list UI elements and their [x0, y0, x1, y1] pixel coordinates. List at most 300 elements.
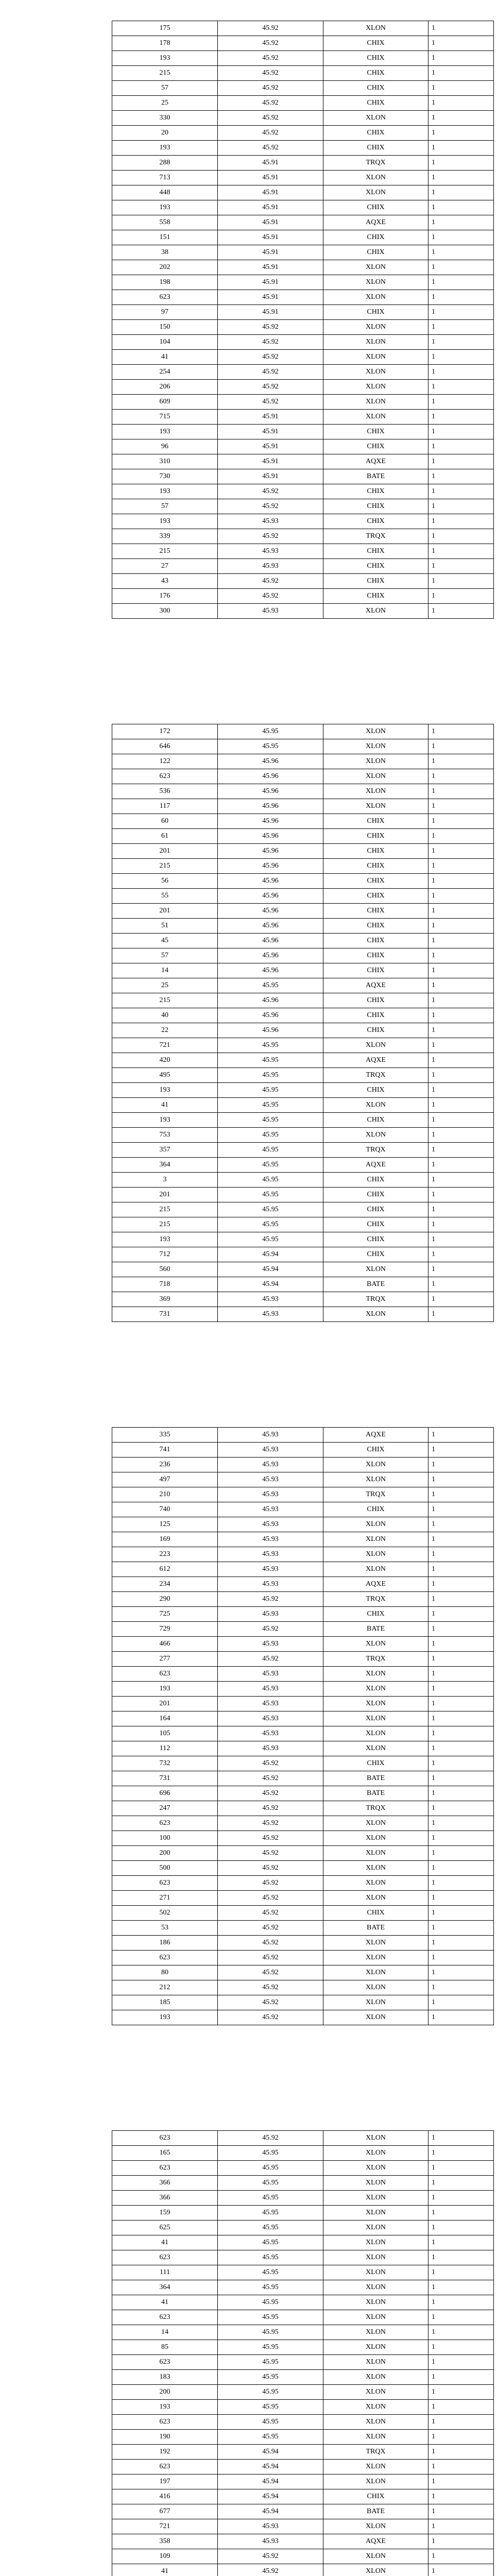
volume-cell: 193 — [112, 484, 218, 499]
price-cell: 45.94 — [218, 1247, 323, 1262]
price-cell: 45.95 — [218, 2206, 323, 2221]
table-row — [112, 1277, 494, 1292]
table-row — [112, 2146, 494, 2161]
venue-cell: XLON — [323, 1846, 429, 1861]
extra-cell: 1 — [429, 2355, 494, 2370]
price-cell: 45.93 — [218, 1292, 323, 1307]
venue-cell: XLON — [323, 1831, 429, 1846]
table-row — [112, 171, 494, 185]
venue-cell: XLON — [323, 1936, 429, 1951]
volume-cell: 165 — [112, 2146, 218, 2161]
table-row — [112, 1741, 494, 1756]
venue-cell: CHIX — [323, 544, 429, 559]
venue-cell: CHIX — [323, 425, 429, 439]
extra-cell: 1 — [429, 1068, 494, 1083]
volume-cell: 150 — [112, 320, 218, 335]
venue-cell: CHIX — [323, 1173, 429, 1188]
table-row — [112, 1667, 494, 1682]
extra-cell: 1 — [429, 1965, 494, 1980]
volume-cell: 753 — [112, 1128, 218, 1143]
volume-cell: 178 — [112, 36, 218, 51]
table-row — [112, 1726, 494, 1741]
venue-cell: CHIX — [323, 1023, 429, 1038]
extra-cell: 1 — [429, 320, 494, 335]
table-row — [112, 245, 494, 260]
table-row — [112, 2504, 494, 2519]
venue-cell: XLON — [323, 1816, 429, 1831]
extra-cell: 1 — [429, 1098, 494, 1113]
extra-cell: 1 — [429, 499, 494, 514]
extra-cell: 1 — [429, 2161, 494, 2176]
volume-cell: 175 — [112, 21, 218, 36]
table-row — [112, 141, 494, 156]
extra-cell: 1 — [429, 200, 494, 215]
table-row — [112, 1128, 494, 1143]
volume-cell: 623 — [112, 1667, 218, 1682]
price-cell: 45.92 — [218, 1921, 323, 1936]
extra-cell: 1 — [429, 544, 494, 559]
venue-cell: CHIX — [323, 305, 429, 320]
price-cell: 45.96 — [218, 889, 323, 904]
venue-cell: CHIX — [323, 904, 429, 919]
volume-cell: 100 — [112, 1831, 218, 1846]
table-block-2 — [0, 703, 497, 1406]
table-row — [112, 1711, 494, 1726]
extra-cell: 1 — [429, 1891, 494, 1906]
extra-cell: 1 — [429, 2475, 494, 2489]
volume-cell: 731 — [112, 1307, 218, 1322]
venue-cell: CHIX — [323, 919, 429, 934]
table-block-4 — [0, 2110, 497, 2576]
table-row — [112, 2564, 494, 2576]
volume-cell: 623 — [112, 2460, 218, 2475]
price-cell: 45.91 — [218, 439, 323, 454]
extra-cell: 1 — [429, 1711, 494, 1726]
extra-cell: 1 — [429, 2265, 494, 2280]
price-cell: 45.91 — [218, 305, 323, 320]
table-row — [112, 2534, 494, 2549]
price-cell: 45.95 — [218, 2385, 323, 2400]
volume-cell: 732 — [112, 1756, 218, 1771]
venue-cell: TRQX — [323, 529, 429, 544]
price-cell: 45.92 — [218, 51, 323, 66]
venue-cell: AQXE — [323, 215, 429, 230]
venue-cell: CHIX — [323, 484, 429, 499]
venue-cell: XLON — [323, 2161, 429, 2176]
extra-cell: 1 — [429, 484, 494, 499]
price-cell: 45.96 — [218, 919, 323, 934]
price-cell: 45.93 — [218, 1472, 323, 1487]
volume-cell: 185 — [112, 1995, 218, 2010]
extra-cell: 1 — [429, 1217, 494, 1232]
price-cell: 45.92 — [218, 1861, 323, 1876]
extra-cell: 1 — [429, 2206, 494, 2221]
extra-cell: 1 — [429, 275, 494, 290]
volume-cell: 366 — [112, 2176, 218, 2191]
extra-cell: 1 — [429, 1607, 494, 1622]
table-row — [112, 874, 494, 889]
price-cell: 45.94 — [218, 2475, 323, 2489]
price-cell: 45.92 — [218, 395, 323, 410]
table-row — [112, 1607, 494, 1622]
venue-cell: CHIX — [323, 1607, 429, 1622]
price-cell: 45.94 — [218, 2445, 323, 2460]
table-row — [112, 1697, 494, 1711]
venue-cell: XLON — [323, 2191, 429, 2206]
table-row — [112, 439, 494, 454]
price-cell: 45.91 — [218, 260, 323, 275]
table-row — [112, 769, 494, 784]
table-row — [112, 1846, 494, 1861]
volume-cell: 202 — [112, 260, 218, 275]
table-row — [112, 350, 494, 365]
table-row — [112, 1652, 494, 1667]
price-cell: 45.96 — [218, 859, 323, 874]
volume-cell: 20 — [112, 126, 218, 141]
table-row — [112, 200, 494, 215]
extra-cell: 1 — [429, 290, 494, 305]
venue-cell: XLON — [323, 2265, 429, 2280]
volume-cell: 53 — [112, 1921, 218, 1936]
price-cell: 45.92 — [218, 574, 323, 589]
extra-cell: 1 — [429, 589, 494, 604]
extra-cell: 1 — [429, 51, 494, 66]
price-cell: 45.95 — [218, 2146, 323, 2161]
price-cell: 45.91 — [218, 245, 323, 260]
price-cell: 45.92 — [218, 21, 323, 36]
price-cell: 45.91 — [218, 410, 323, 425]
table-row — [112, 2131, 494, 2146]
price-cell: 45.92 — [218, 1786, 323, 1801]
table-row — [112, 1232, 494, 1247]
extra-cell: 1 — [429, 1906, 494, 1921]
venue-cell: XLON — [323, 2221, 429, 2235]
extra-cell: 1 — [429, 1756, 494, 1771]
volume-cell: 612 — [112, 1562, 218, 1577]
venue-cell: XLON — [323, 320, 429, 335]
volume-cell: 56 — [112, 874, 218, 889]
extra-cell: 1 — [429, 2430, 494, 2445]
table-row — [112, 469, 494, 484]
table-row — [112, 275, 494, 290]
venue-cell: CHIX — [323, 1756, 429, 1771]
volume-cell: 254 — [112, 365, 218, 380]
volume-cell: 159 — [112, 2206, 218, 2221]
extra-cell: 1 — [429, 1936, 494, 1951]
venue-cell: CHIX — [323, 574, 429, 589]
volume-cell: 310 — [112, 454, 218, 469]
volume-cell: 193 — [112, 51, 218, 66]
table-row — [112, 380, 494, 395]
extra-cell: 1 — [429, 96, 494, 111]
volume-cell: 25 — [112, 96, 218, 111]
table-row — [112, 1487, 494, 1502]
extra-cell: 1 — [429, 1980, 494, 1995]
volume-cell: 198 — [112, 275, 218, 290]
volume-cell: 151 — [112, 230, 218, 245]
venue-cell: CHIX — [323, 126, 429, 141]
venue-cell: XLON — [323, 724, 429, 739]
price-cell: 45.93 — [218, 1682, 323, 1697]
table-row — [112, 1292, 494, 1307]
volume-cell: 57 — [112, 499, 218, 514]
extra-cell: 1 — [429, 2010, 494, 2025]
price-cell: 45.95 — [218, 2430, 323, 2445]
extra-cell: 1 — [429, 1786, 494, 1801]
volume-cell: 105 — [112, 1726, 218, 1741]
volume-cell: 448 — [112, 185, 218, 200]
volume-cell: 560 — [112, 1262, 218, 1277]
price-cell: 45.92 — [218, 1652, 323, 1667]
venue-cell: XLON — [323, 1861, 429, 1876]
venue-cell: XLON — [323, 784, 429, 799]
volume-cell: 364 — [112, 1158, 218, 1173]
price-cell: 45.95 — [218, 2176, 323, 2191]
price-cell: 45.92 — [218, 126, 323, 141]
volume-cell: 85 — [112, 2340, 218, 2355]
volume-cell: 623 — [112, 2415, 218, 2430]
volume-cell: 80 — [112, 1965, 218, 1980]
venue-cell: XLON — [323, 1726, 429, 1741]
venue-cell: XLON — [323, 2355, 429, 2370]
table-row — [112, 1502, 494, 1517]
venue-cell: CHIX — [323, 1113, 429, 1128]
venue-cell: BATE — [323, 1786, 429, 1801]
extra-cell: 1 — [429, 425, 494, 439]
volume-cell: 721 — [112, 1038, 218, 1053]
venue-cell: XLON — [323, 799, 429, 814]
extra-cell: 1 — [429, 1547, 494, 1562]
table-row — [112, 2206, 494, 2221]
price-cell: 45.96 — [218, 934, 323, 948]
price-cell: 45.93 — [218, 1458, 323, 1472]
extra-cell: 1 — [429, 1861, 494, 1876]
venue-cell: XLON — [323, 1098, 429, 1113]
extra-cell: 1 — [429, 1307, 494, 1322]
price-cell: 45.92 — [218, 96, 323, 111]
venue-cell: XLON — [323, 739, 429, 754]
table-row — [112, 1143, 494, 1158]
volume-cell: 193 — [112, 514, 218, 529]
volume-cell: 41 — [112, 2235, 218, 2250]
volume-cell: 696 — [112, 1786, 218, 1801]
venue-cell: TRQX — [323, 1143, 429, 1158]
table-row — [112, 2519, 494, 2534]
price-cell: 45.92 — [218, 1846, 323, 1861]
extra-cell: 1 — [429, 2504, 494, 2519]
volume-cell: 201 — [112, 1188, 218, 1202]
venue-cell: CHIX — [323, 96, 429, 111]
price-cell: 45.92 — [218, 1756, 323, 1771]
venue-cell: XLON — [323, 2280, 429, 2295]
venue-cell: CHIX — [323, 499, 429, 514]
venue-cell: TRQX — [323, 2445, 429, 2460]
extra-cell: 1 — [429, 2385, 494, 2400]
volume-cell: 200 — [112, 1846, 218, 1861]
venue-cell: XLON — [323, 410, 429, 425]
venue-cell: XLON — [323, 2549, 429, 2564]
volume-cell: 215 — [112, 66, 218, 81]
venue-cell: XLON — [323, 1472, 429, 1487]
price-cell: 45.93 — [218, 1637, 323, 1652]
venue-cell: XLON — [323, 2430, 429, 2445]
table-row — [112, 1756, 494, 1771]
price-cell: 45.95 — [218, 2310, 323, 2325]
extra-cell: 1 — [429, 844, 494, 859]
extra-cell: 1 — [429, 1202, 494, 1217]
price-cell: 45.91 — [218, 215, 323, 230]
venue-cell: XLON — [323, 1532, 429, 1547]
volume-cell: 41 — [112, 2295, 218, 2310]
extra-cell: 1 — [429, 215, 494, 230]
price-cell: 45.96 — [218, 963, 323, 978]
extra-cell: 1 — [429, 111, 494, 126]
extra-cell: 1 — [429, 260, 494, 275]
table-row — [112, 963, 494, 978]
venue-cell: XLON — [323, 1307, 429, 1322]
table-block-3 — [0, 1406, 497, 2110]
volume-cell: 201 — [112, 904, 218, 919]
venue-cell: XLON — [323, 2131, 429, 2146]
table-row — [112, 1113, 494, 1128]
price-cell: 45.91 — [218, 454, 323, 469]
table-row — [112, 1307, 494, 1322]
table-row — [112, 410, 494, 425]
table-row — [112, 889, 494, 904]
extra-cell: 1 — [429, 1428, 494, 1443]
extra-cell: 1 — [429, 1667, 494, 1682]
extra-cell: 1 — [429, 230, 494, 245]
volume-cell: 623 — [112, 290, 218, 305]
price-cell: 45.96 — [218, 844, 323, 859]
table-row — [112, 948, 494, 963]
table-row — [112, 51, 494, 66]
price-cell: 45.95 — [218, 1202, 323, 1217]
table-row — [112, 230, 494, 245]
volume-cell: 14 — [112, 2325, 218, 2340]
extra-cell: 1 — [429, 350, 494, 365]
price-cell: 45.93 — [218, 1607, 323, 1622]
volume-cell: 41 — [112, 350, 218, 365]
venue-cell: CHIX — [323, 1083, 429, 1098]
venue-cell: XLON — [323, 2295, 429, 2310]
table-row — [112, 1443, 494, 1458]
table-row — [112, 2460, 494, 2475]
venue-cell: XLON — [323, 2415, 429, 2430]
extra-cell: 1 — [429, 1801, 494, 1816]
venue-cell: XLON — [323, 1682, 429, 1697]
extra-cell: 1 — [429, 724, 494, 739]
volume-cell: 25 — [112, 978, 218, 993]
venue-cell: CHIX — [323, 589, 429, 604]
price-cell: 45.92 — [218, 1891, 323, 1906]
price-cell: 45.92 — [218, 1995, 323, 2010]
table-row — [112, 978, 494, 993]
venue-cell: CHIX — [323, 1232, 429, 1247]
table-row — [112, 484, 494, 499]
table-row — [112, 1202, 494, 1217]
volume-cell: 364 — [112, 2280, 218, 2295]
volume-cell: 623 — [112, 2355, 218, 2370]
table-row — [112, 260, 494, 275]
venue-cell: XLON — [323, 2310, 429, 2325]
price-cell: 45.95 — [218, 2340, 323, 2355]
table-row — [112, 425, 494, 439]
venue-cell: AQXE — [323, 1428, 429, 1443]
table-row — [112, 904, 494, 919]
volume-cell: 57 — [112, 948, 218, 963]
table-row — [112, 215, 494, 230]
table-row — [112, 1458, 494, 1472]
table-row — [112, 1831, 494, 1846]
venue-cell: AQXE — [323, 2534, 429, 2549]
price-cell: 45.95 — [218, 1217, 323, 1232]
venue-cell: XLON — [323, 1562, 429, 1577]
volume-cell: 677 — [112, 2504, 218, 2519]
table-row — [112, 2010, 494, 2025]
table-row — [112, 1637, 494, 1652]
table-row — [112, 1906, 494, 1921]
extra-cell: 1 — [429, 1487, 494, 1502]
venue-cell: CHIX — [323, 81, 429, 96]
price-cell: 45.93 — [218, 514, 323, 529]
price-cell: 45.96 — [218, 993, 323, 1008]
venue-cell: XLON — [323, 395, 429, 410]
volume-cell: 215 — [112, 1202, 218, 1217]
extra-cell: 1 — [429, 185, 494, 200]
volume-cell: 277 — [112, 1652, 218, 1667]
price-cell: 45.92 — [218, 589, 323, 604]
extra-cell: 1 — [429, 1173, 494, 1188]
venue-cell: TRQX — [323, 1292, 429, 1307]
volume-cell: 234 — [112, 1577, 218, 1592]
price-cell: 45.92 — [218, 2131, 323, 2146]
extra-cell: 1 — [429, 1831, 494, 1846]
volume-cell: 495 — [112, 1068, 218, 1083]
volume-cell: 192 — [112, 2445, 218, 2460]
venue-cell: CHIX — [323, 2489, 429, 2504]
venue-cell: XLON — [323, 1965, 429, 1980]
venue-cell: CHIX — [323, 1443, 429, 1458]
volume-cell: 97 — [112, 305, 218, 320]
extra-cell: 1 — [429, 2415, 494, 2430]
volume-cell: 45 — [112, 934, 218, 948]
extra-cell: 1 — [429, 784, 494, 799]
trade-table — [112, 2130, 494, 2576]
volume-cell: 193 — [112, 1682, 218, 1697]
price-cell: 45.95 — [218, 2355, 323, 2370]
table-row — [112, 993, 494, 1008]
table-row — [112, 2221, 494, 2235]
venue-cell: CHIX — [323, 245, 429, 260]
volume-cell: 215 — [112, 993, 218, 1008]
table-row — [112, 2430, 494, 2445]
extra-cell: 1 — [429, 21, 494, 36]
table-row — [112, 1083, 494, 1098]
volume-cell: 623 — [112, 2161, 218, 2176]
volume-cell: 729 — [112, 1622, 218, 1637]
extra-cell: 1 — [429, 395, 494, 410]
volume-cell: 215 — [112, 859, 218, 874]
volume-cell: 109 — [112, 2549, 218, 2564]
table-row — [112, 2176, 494, 2191]
price-cell: 45.92 — [218, 365, 323, 380]
table-row — [112, 1262, 494, 1277]
volume-cell: 609 — [112, 395, 218, 410]
extra-cell: 1 — [429, 2534, 494, 2549]
table-row — [112, 529, 494, 544]
extra-cell: 1 — [429, 1622, 494, 1637]
